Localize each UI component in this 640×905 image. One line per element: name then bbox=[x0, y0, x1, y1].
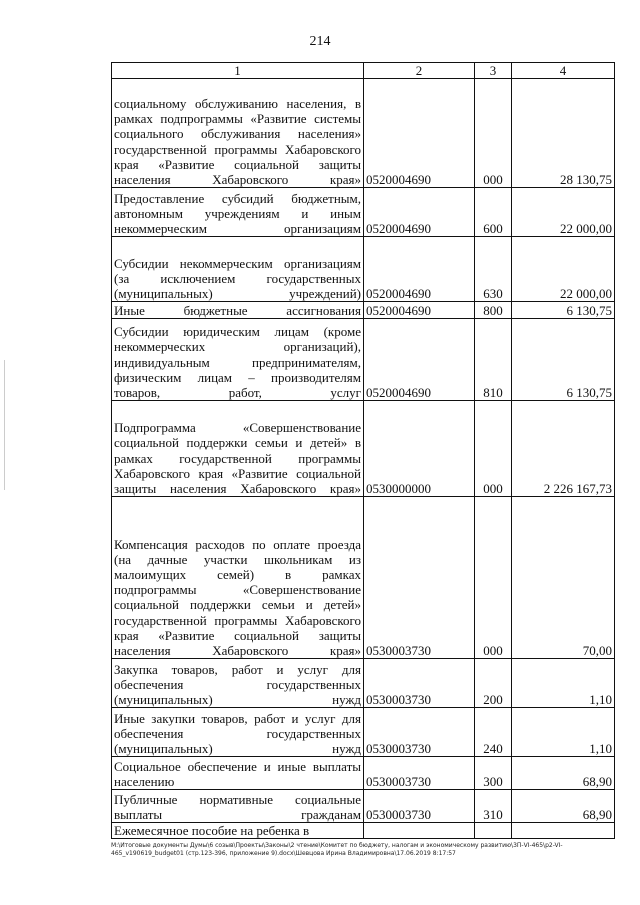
table-row bbox=[112, 823, 615, 839]
row-name: Субсидии юридическим лицам (кроме некоммерческих организаций), индивидуальным предпринимателям, физическим лицам – производителям товаров, работ, услуг bbox=[112, 319, 364, 401]
row-amount: 28 130,75 bbox=[512, 79, 615, 188]
row-name: Публичные нормативные социальные выплаты гражданам bbox=[112, 790, 364, 823]
table-row bbox=[112, 790, 615, 823]
row-code: 0520004690 bbox=[364, 188, 475, 237]
document-footer-path: M:\Итоговые документы Думы\6 созыв\Проекты\Законы\2 чтение\Комитет по бюджету, налогам и экономическому развитию\3П-VI-465\p2-VI-465_v190619_budget01 (стр.123-396, приложение 9).docx\Шевцова Ирина Владимировна\17.06.2019 8:17:57 bbox=[111, 842, 563, 857]
row-type: 300 bbox=[475, 757, 512, 790]
scan-edge-mark bbox=[4, 360, 5, 490]
row-code: 0530003730 bbox=[364, 757, 475, 790]
row-code: 0520004690 bbox=[364, 302, 475, 319]
row-name: Иные бюджетные ассигнования bbox=[112, 302, 364, 319]
table-row bbox=[112, 708, 615, 757]
row-name: Социальное обеспечение и иные выплаты населению bbox=[112, 757, 364, 790]
row-code: 0530003730 bbox=[364, 708, 475, 757]
row-type: 310 bbox=[475, 790, 512, 823]
table-row bbox=[112, 319, 615, 401]
row-code: 0530000000 bbox=[364, 401, 475, 497]
budget-table bbox=[111, 62, 615, 839]
row-code: 0520004690 bbox=[364, 319, 475, 401]
row-amount: 6 130,75 bbox=[512, 302, 615, 319]
table-row bbox=[112, 237, 615, 302]
table-row bbox=[112, 757, 615, 790]
row-name: Подпрограмма «Совершенствование социальной поддержки семьи и детей» в рамках государственной программы Хабаровского края «Развитие социальной защиты населения Хабаровского края» bbox=[112, 401, 364, 497]
row-name: Закупка товаров, работ и услуг для обеспечения государственных (муниципальных) нужд bbox=[112, 659, 364, 708]
table-header-row bbox=[112, 63, 615, 79]
table-row bbox=[112, 497, 615, 659]
header-col-3: 3 bbox=[475, 63, 512, 79]
row-name: Ежемесячное пособие на ребенка в bbox=[112, 823, 364, 839]
row-name: Субсидии некоммерческим организациям (за исключением государственных (муниципальных) учреждений) bbox=[112, 237, 364, 302]
row-amount bbox=[512, 823, 615, 839]
row-type: 000 bbox=[475, 79, 512, 188]
row-code: 0530003730 bbox=[364, 659, 475, 708]
header-col-1: 1 bbox=[112, 63, 364, 79]
row-code: 0530003730 bbox=[364, 497, 475, 659]
row-amount: 70,00 bbox=[512, 497, 615, 659]
row-type: 800 bbox=[475, 302, 512, 319]
row-type: 240 bbox=[475, 708, 512, 757]
row-code: 0530003730 bbox=[364, 790, 475, 823]
row-amount: 68,90 bbox=[512, 757, 615, 790]
row-amount: 1,10 bbox=[512, 659, 615, 708]
table-row bbox=[112, 401, 615, 497]
row-type: 200 bbox=[475, 659, 512, 708]
table-row bbox=[112, 188, 615, 237]
page-number: 214 bbox=[309, 34, 331, 49]
row-amount: 22 000,00 bbox=[512, 237, 615, 302]
row-name: социальному обслуживанию населения, в рамках подпрограммы «Развитие системы социального обслуживания населения» государственной программы Хабаровского края «Развитие социальной защиты населения Хабаровского края» bbox=[112, 79, 364, 188]
row-code bbox=[364, 823, 475, 839]
row-type: 600 bbox=[475, 188, 512, 237]
table-row bbox=[112, 302, 615, 319]
row-type: 630 bbox=[475, 237, 512, 302]
header-col-2: 2 bbox=[364, 63, 475, 79]
row-code: 0520004690 bbox=[364, 79, 475, 188]
row-name: Компенсация расходов по оплате проезда (на дачные участки школьникам из малоимущих семей) в рамках подпрограммы «Совершенствование социальной поддержки семьи и детей» государственной программы Хабаровского края «Развитие социальной защиты населения Хабаровского края» bbox=[112, 497, 364, 659]
table-row bbox=[112, 659, 615, 708]
row-amount: 2 226 167,73 bbox=[512, 401, 615, 497]
row-type: 810 bbox=[475, 319, 512, 401]
row-amount: 68,90 bbox=[512, 790, 615, 823]
header-col-4: 4 bbox=[512, 63, 615, 79]
row-amount: 22 000,00 bbox=[512, 188, 615, 237]
row-amount: 6 130,75 bbox=[512, 319, 615, 401]
row-type bbox=[475, 823, 512, 839]
row-amount: 1,10 bbox=[512, 708, 615, 757]
row-type: 000 bbox=[475, 401, 512, 497]
row-name: Иные закупки товаров, работ и услуг для обеспечения государственных (муниципальных) нужд bbox=[112, 708, 364, 757]
table-row bbox=[112, 79, 615, 188]
row-name: Предоставление субсидий бюджетным, автономным учреждениям и иным некоммерческим организациям bbox=[112, 188, 364, 237]
row-type: 000 bbox=[475, 497, 512, 659]
row-code: 0520004690 bbox=[364, 237, 475, 302]
